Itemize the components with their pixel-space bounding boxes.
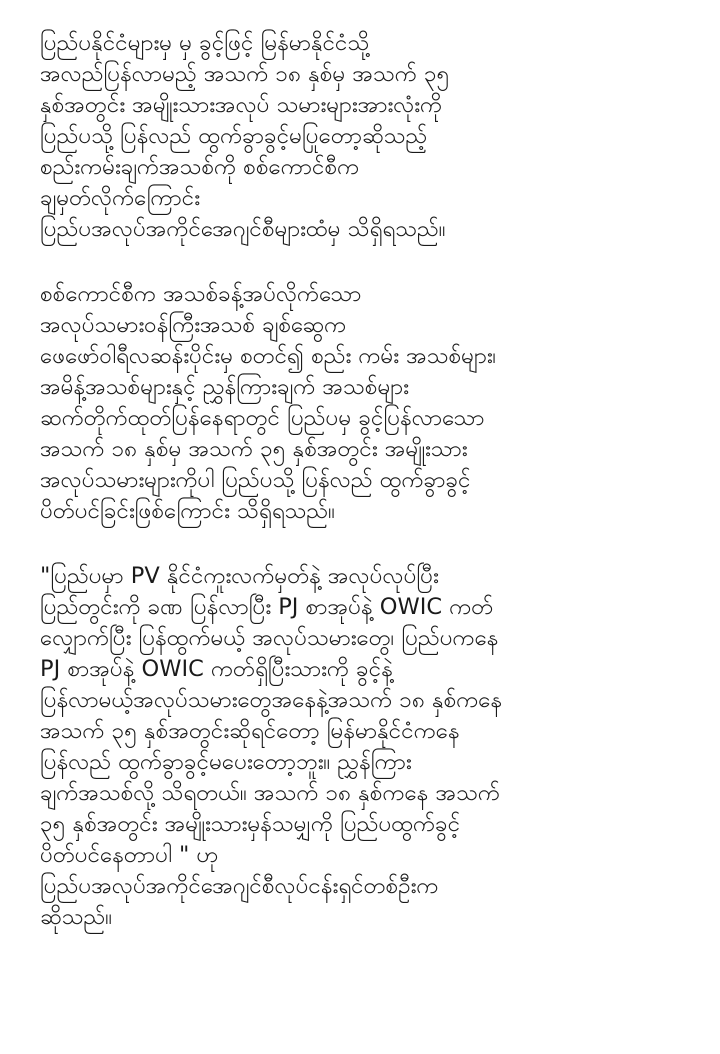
text-line: ချက်အသစ်လို့ သိရတယ်။ အသက် ၁၈ နှစ်ကနေ အသက်: [40, 780, 500, 806]
text-line: ၃၅ နှစ်အတွင်း အမျိုးသားမှန်သမျှကို ပြည်ပထွက်ခွင့်: [40, 811, 461, 837]
text-line: ပြည်ပအလုပ်အကိုင်အေဂျင်စီများထံမှ သိရှိရသည်။: [40, 216, 446, 242]
text-line: ပိတ်ပင်နေတာပါ " ဟု: [40, 842, 219, 868]
text-line: အလုပ်သမားများကိုပါ ပြည်ပသို့ ပြန်လည် ထွက်ခွာခွင့်: [40, 467, 471, 493]
text-line: ဆက်တိုက်ထုတ်ပြန်နေရာတွင် ပြည်ပမှ ခွင့်ပြန်လာသော: [40, 405, 485, 431]
text-line: နှစ်အတွင်း အမျိုးသားအလုပ် သမားများအားလုံးကို: [40, 92, 443, 118]
text-line: အမိန့်အသစ်များနှင့် ညွှန်ကြားချက် အသစ်များ: [40, 374, 409, 400]
text-line: လျှောက်ပြီး ပြန်ထွက်မယ့် အလုပ်သမားတွေ၊ ပြည်ပကနေ: [40, 625, 499, 651]
text-line: စည်းကမ်းချက်အသစ်ကို စစ်ကောင်စီက: [40, 154, 360, 180]
text-line: ဖေဖော်ဝါရီလဆန်းပိုင်းမှ စတင်၍ စည်း ကမ်း အသစ်များ၊: [40, 343, 497, 369]
paragraph-gap: [40, 527, 700, 561]
text-line: ပြန်လည် ထွက်ခွာခွင့်မပေးတော့ဘူး။ ညွှန်ကြား: [40, 749, 412, 775]
text-line: အလည်ပြန်လာမည့် အသက် ၁၈ နှစ်မှ အသက် ၃၅: [40, 61, 450, 87]
text-line: ပြည်ပအလုပ်အကိုင်အေဂျင်စီလုပ်ငန်းရှင်တစ်ဦးက: [40, 873, 439, 899]
text-line: အသက် ၁၈ နှစ်မှ အသက် ၃၅ နှစ်အတွင်း အမျိုးသား: [40, 436, 468, 462]
text-line: ပြန်လာမယ့်အလုပ်သမားတွေအနေနဲ့အသက် ၁၈ နှစ်ကနေ: [40, 687, 503, 713]
article-body: [40, 28, 700, 933]
text-line: ဆိုသည်။: [40, 904, 113, 930]
text-line: အလုပ်သမားဝန်ကြီးအသစ် ချစ်ဆွေက: [40, 312, 347, 338]
text-line: ပြည်တွင်းကို ခဏ ပြန်လာပြီး PJ စာအုပ်နဲ့ OWIC ကတ်: [40, 594, 494, 620]
text-line: အသက် ၃၅ နှစ်အတွင်းဆိုရင်တော့ မြန်မာနိုင်ငံကနေ: [40, 718, 460, 744]
text-line: ပြည်ပနိုင်ငံများမှ မှ ခွင့်ဖြင့် မြန်မာနိုင်ငံသို့: [40, 30, 370, 56]
paragraph-3-quote: [40, 561, 700, 933]
paragraph-1: [40, 28, 700, 245]
paragraph-gap: [40, 245, 700, 279]
text-line: PJ စာအုပ်နဲ့ OWIC ကတ်ရှိပြီးသားကို ခွင့်နဲ့: [40, 656, 393, 682]
text-line: ပိတ်ပင်ခြင်းဖြစ်ကြောင်း သိရှိရသည်။: [40, 498, 335, 524]
paragraph-2: [40, 279, 700, 527]
text-line: စစ်ကောင်စီက အသစ်ခန့်အပ်လိုက်သော: [40, 281, 362, 307]
text-line: ချမှတ်လိုက်ကြောင်း: [40, 185, 200, 211]
text-line: ပြည်ပသို့ ပြန်လည် ထွက်ခွာခွင့်မပြုတော့ဆိုသည့်: [40, 123, 428, 149]
text-line: "ပြည်ပမှာ PV နိုင်ငံကူးလက်မှတ်နဲ့ အလုပ်လုပ်ပြီး: [40, 563, 439, 589]
